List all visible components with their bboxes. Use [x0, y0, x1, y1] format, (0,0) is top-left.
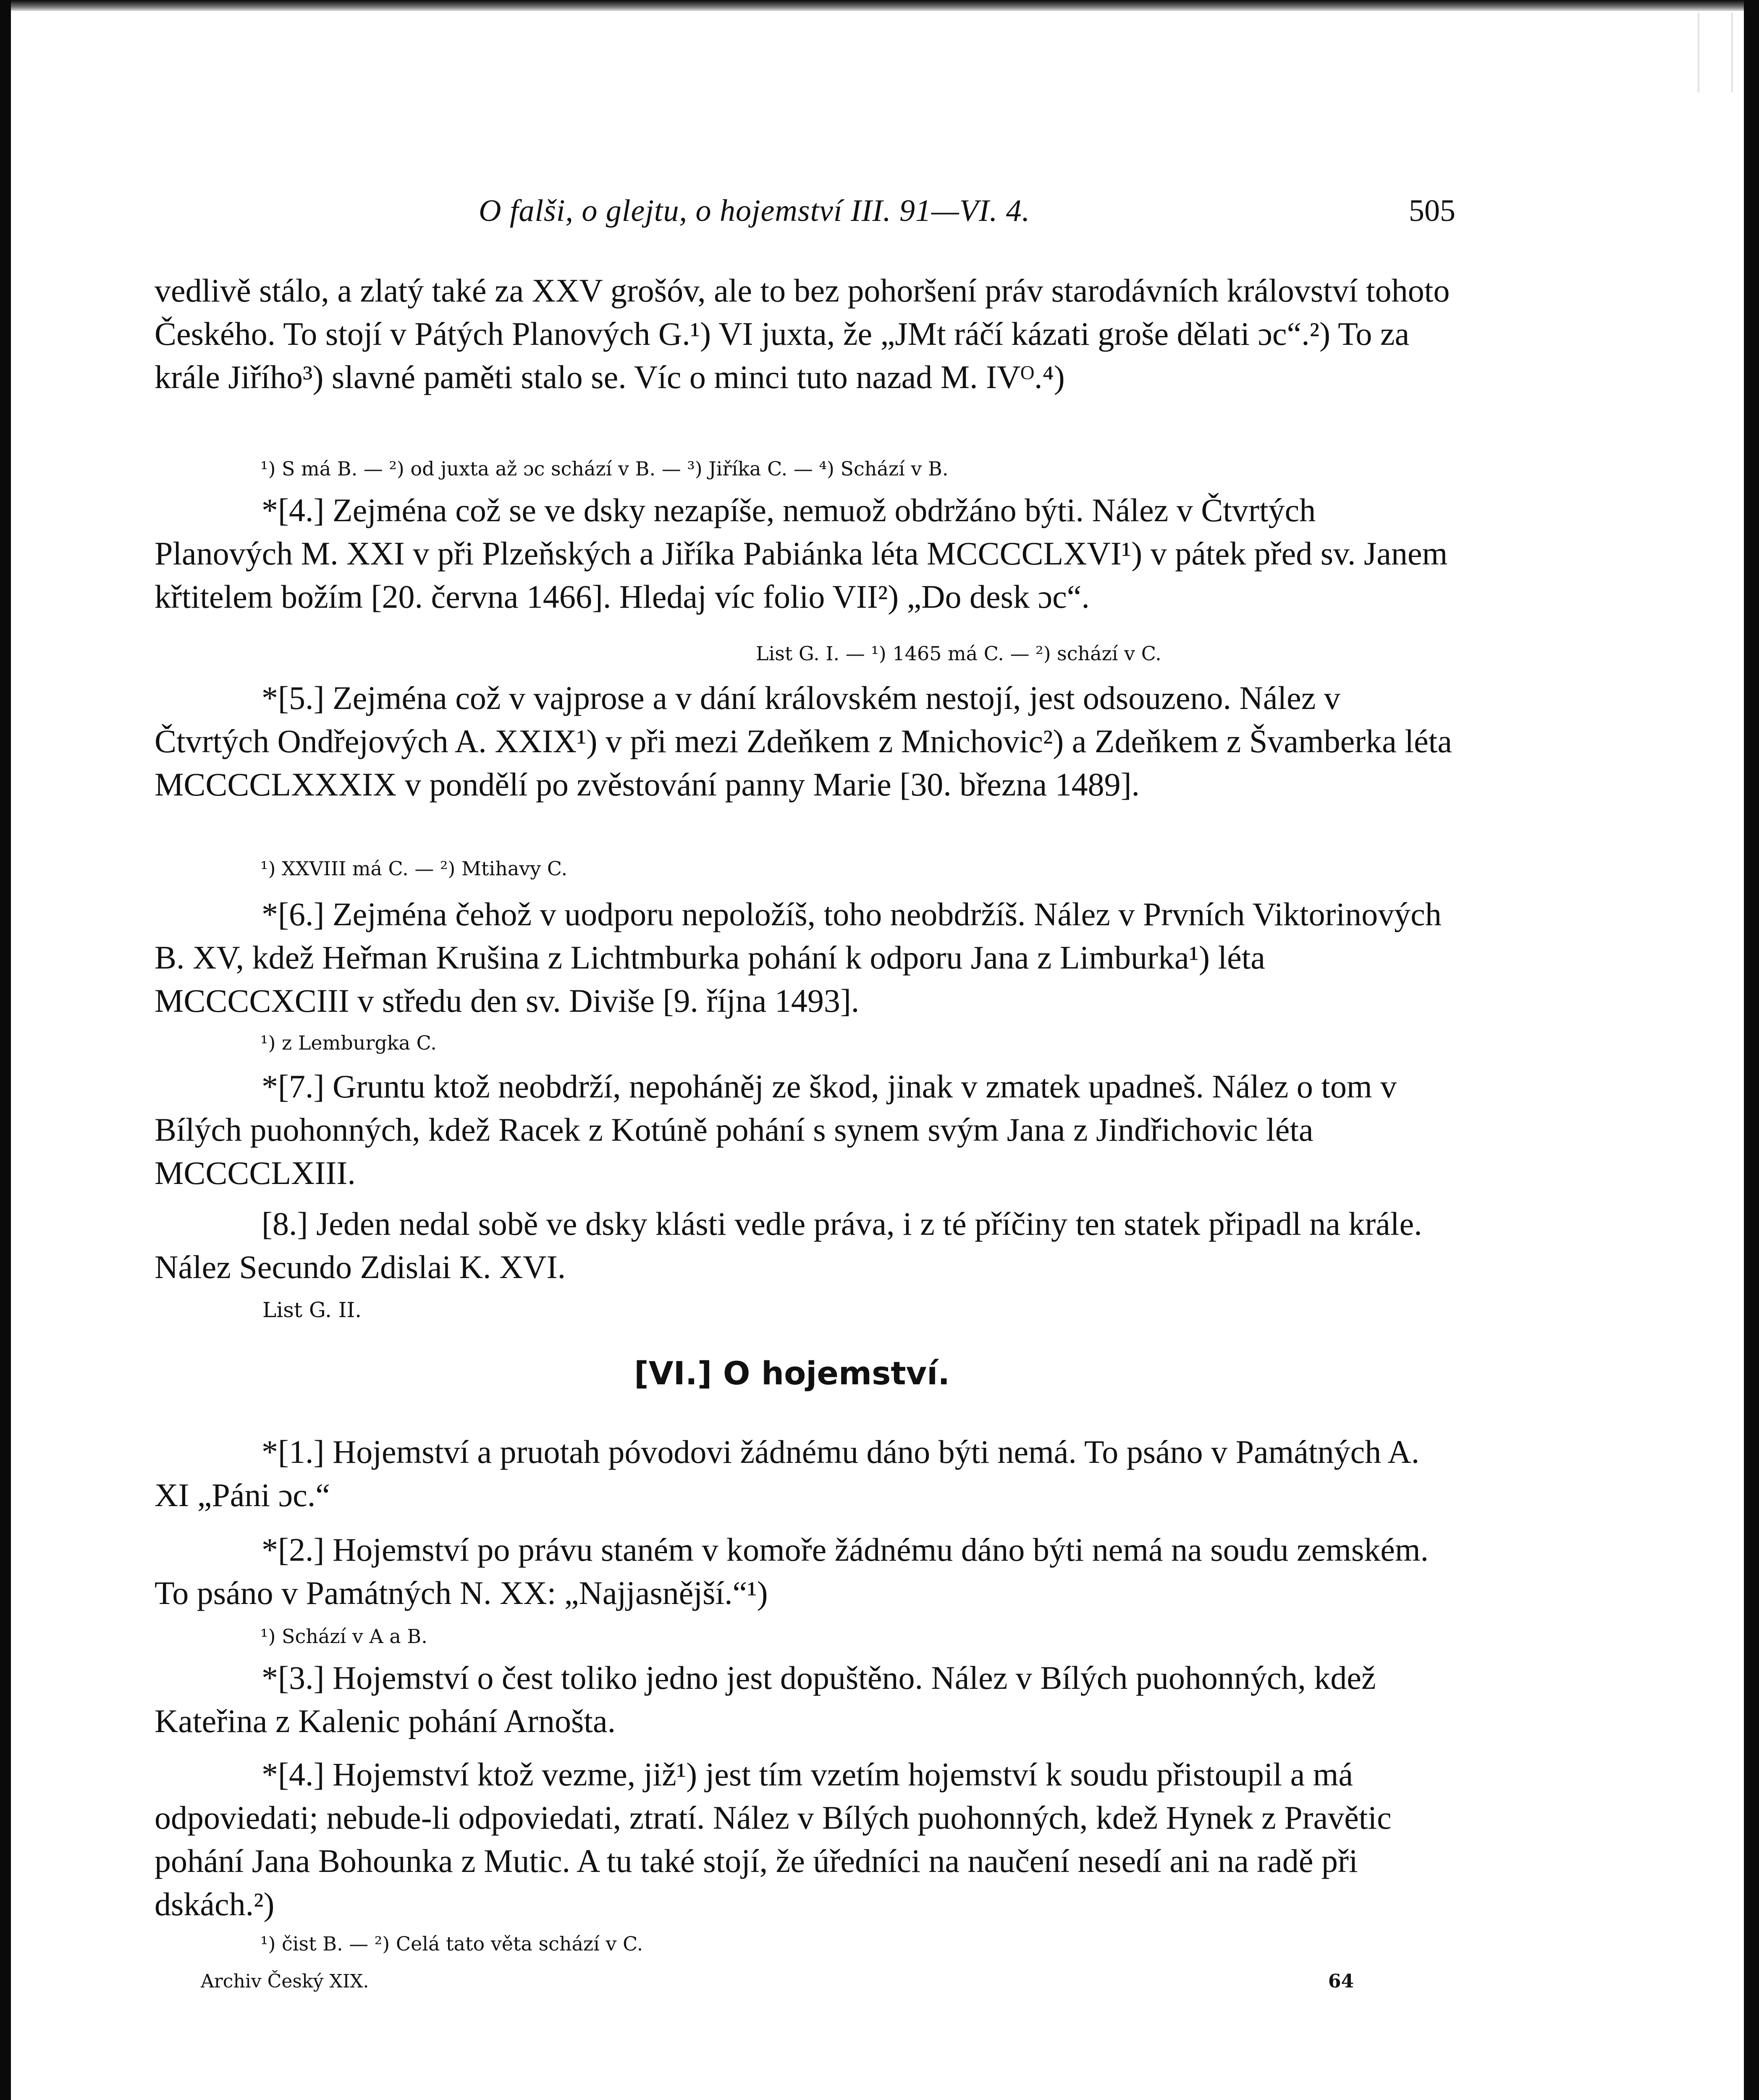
running-header: O falši, o glejtu, o hojemství III. 91—VI. 4.: [479, 194, 1030, 228]
footnote-block-1: ¹) S má B. — ²) od juxta až ɔc schází v B. — ³) Jiříka C. — ⁴) Schází v B.: [260, 457, 949, 480]
section-paragraph-4: *[4.] Hojemství ktož vezme, již¹) jest tím vzetím hojemství k soudu přistoupil a má odpoviedati; nebude-li odpoviedati, ztratí. Nález v Bílých puohonných, kdež Hynek z Pravětic pohání Jana Bohounka z Mutic. A tu také stojí, že úředníci na naučení nesedí ani na radě při dskách.²): [155, 1756, 1392, 1922]
paragraph-4: *[4.] Zejména což se ve dsky nezapíše, nemuož obdržáno býti. Nález v Čtvrtých Planových M. XXI v při Plzeňských a Jiříka Pabiánka léta MCCCCLXVI¹) v pátek před sv. Janem křtitelem božím [20. června 1466]. Hledaj víc folio VII²) „Do desk ɔc“.: [155, 492, 1448, 615]
section-paragraph-1: *[1.] Hojemství a pruotah póvodovi žádnému dáno býti nemá. To psáno v Památných A. XI „Páni ɔc.“: [155, 1433, 1420, 1513]
page-number: 505: [1409, 194, 1455, 228]
footnote-inline-2: List G. I. — ¹) 1465 má C. — ²) schází v C.: [756, 642, 1161, 665]
scan-edge-left: [0, 0, 11, 2100]
paragraph-5: *[5.] Zejména což v vajprose a v dání královském nestojí, jest odsouzeno. Nález v Čtvrtých Ondřejových A. XXIX¹) v při mezi Zdeňkem z Mnichovic²) a Zdeňkem z Švamberka léta MCCCCLXXXIX v pondělí po zvěstování panny Marie [30. března 1489].: [155, 680, 1452, 803]
paragraph-continuation: vedlivě stálo, a zlatý také za XXV grošóv, ale to bez pohoršení práv starodávních království tohoto Českého. To stojí v Pátých Planových G.¹) VI juxta, že „JMt ráčí kázati groše dělati ɔc“.²) To za krále Jiřího³) slavné paměti stalo se. Víc o minci tuto nazad M. IVᴼ.⁴): [155, 272, 1450, 395]
section-heading: [VI.] O hojemství.: [634, 1354, 950, 1392]
footer-sheet-number: 64: [1328, 1971, 1354, 1992]
scan-edge-right: [1744, 0, 1759, 2100]
paragraph-7: *[7.] Gruntu ktož neobdrží, nepoháněj ze škod, jinak v zmatek upadneš. Nález o tom v Bílých puohonných, kdež Racek z Kotúně pohání s synem svým Jana z Jindřichovic léta MCCCCLXIII.: [155, 1068, 1397, 1191]
section-paragraph-2: *[2.] Hojemství po právu staném v komoře žádnému dáno býti nemá na soudu zemském. To psáno v Památných N. XX: „Najjasnější.“¹): [155, 1531, 1429, 1611]
list-note: List G. II.: [262, 1298, 362, 1322]
footnote-block-6: ¹) čist B. — ²) Celá tato věta schází v C.: [260, 1932, 643, 1955]
paragraph-8: [8.] Jeden nedal sobě ve dsky klásti vedle práva, i z té příčiny ten statek připadl na krále. Nález Secundo Zdislai K. XVI.: [155, 1205, 1422, 1285]
scan-marks: [1681, 13, 1744, 92]
section-paragraph-3: *[3.] Hojemství o čest toliko jedno jest dopuštěno. Nález v Bílých puohonných, kdež Kateřina z Kalenic pohání Arnošta.: [155, 1659, 1376, 1739]
scan-edge-top: [0, 0, 1759, 11]
footnote-block-3: ¹) XXVIII má C. — ²) Mtihavy C.: [260, 857, 568, 880]
paragraph-6: *[6.] Zejména čehož v uodporu nepoložíš, toho neobdržíš. Nález v Prvních Viktorinových B. XV, kdež Heřman Krušina z Lichtmburka pohání k odporu Jana z Limburka¹) léta MCCCCXCIII v středu den sv. Diviše [9. října 1493].: [155, 896, 1442, 1019]
footer-signature: Archiv Český XIX.: [201, 1971, 369, 1992]
footnote-block-4: ¹) z Lemburgka C.: [260, 1032, 437, 1054]
footnote-block-5: ¹) Schází v A a B.: [260, 1625, 427, 1648]
